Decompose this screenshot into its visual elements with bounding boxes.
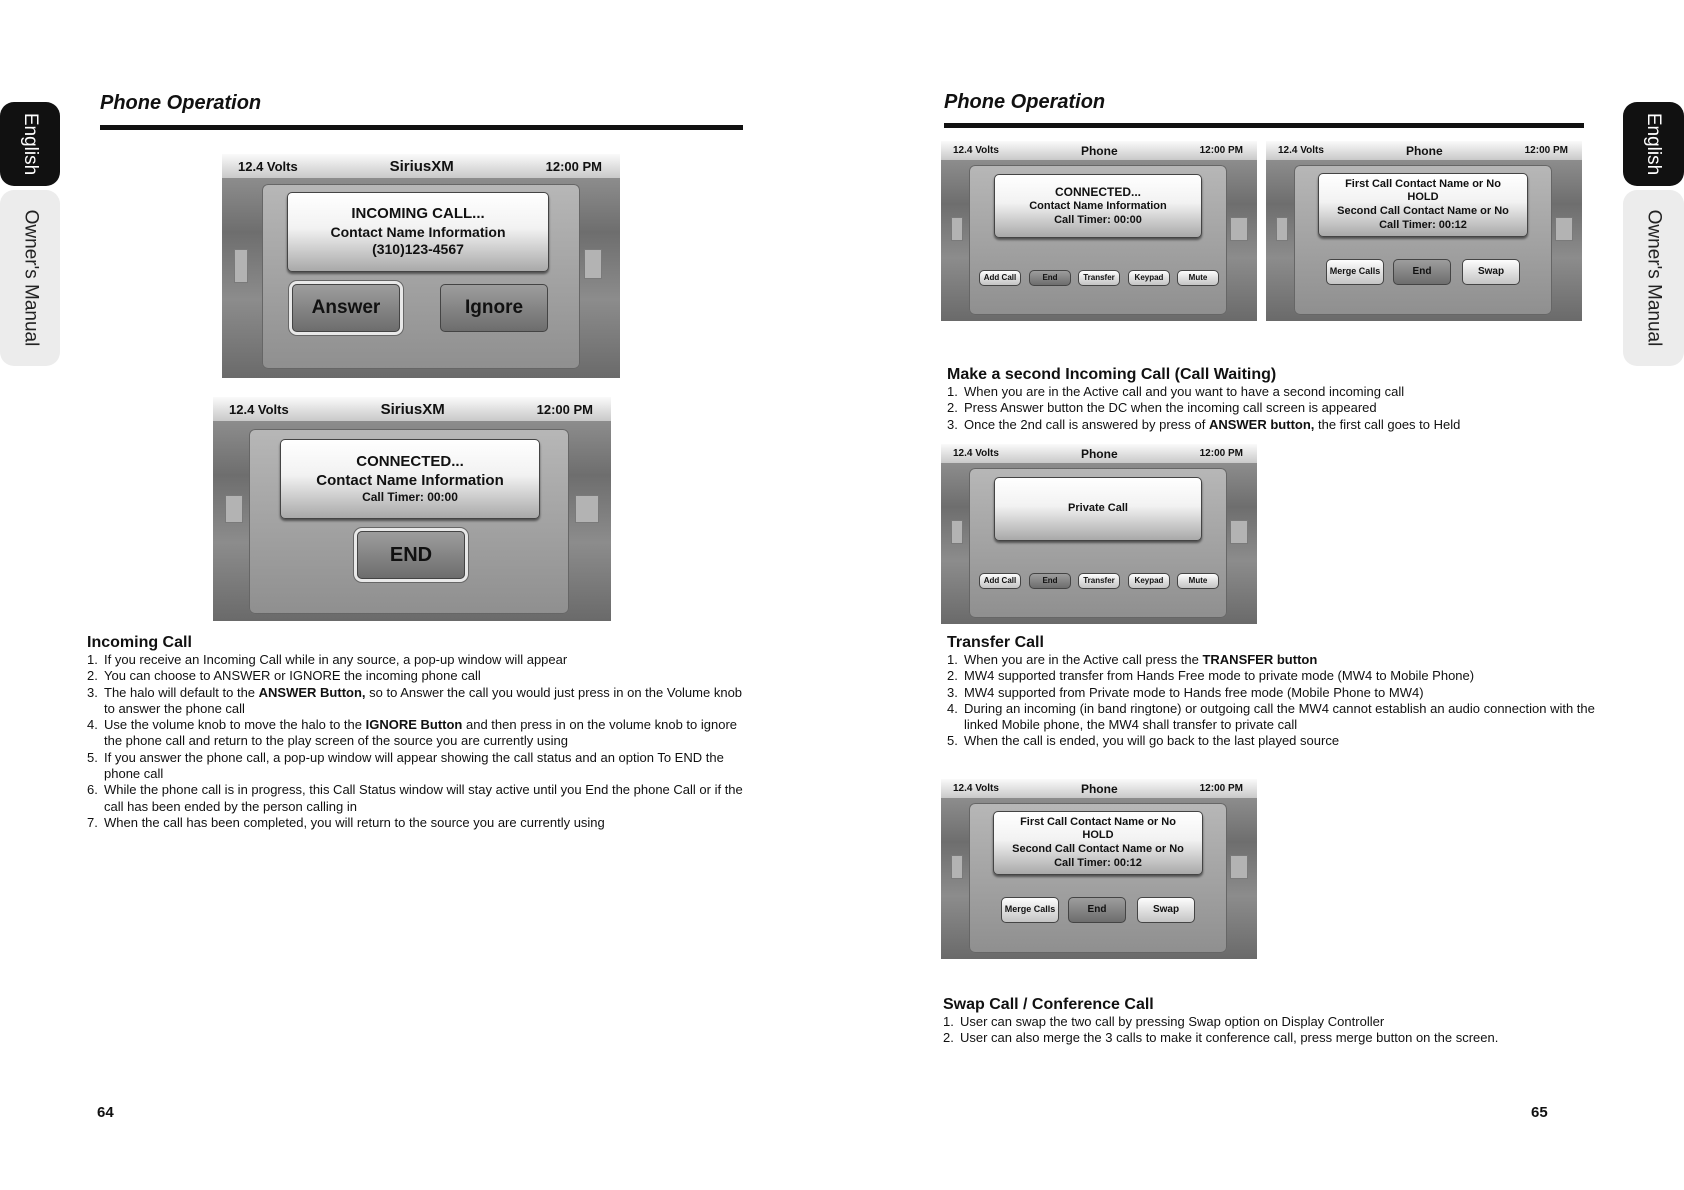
list-item: 5. When the call is ended, you will go back to the last played source — [947, 733, 1340, 749]
list-item: 1. When you are in the Active call and you want to have a second incoming call — [947, 384, 1405, 399]
list-item: 2. User can also merge the 3 calls to make it conference call, press merge button on the screen. — [943, 1030, 1499, 1046]
volts-readout: 12.4 Volts — [229, 401, 289, 417]
call-timer: Call Timer: 00:00 — [1054, 213, 1142, 226]
list-item: 1. If you receive an Incoming Call while in any source, a pop-up window will appear — [87, 652, 568, 667]
list-item: 1. User can swap the two call by pressing Swap option on Display Controller — [943, 1014, 1385, 1029]
english-tab-right[interactable]: English — [1623, 102, 1684, 186]
clock: 12:00 PM — [545, 158, 602, 174]
hold-popup — [1318, 173, 1528, 237]
source-label: SiriusXM — [389, 157, 454, 175]
clock: 12:00 PM — [1199, 448, 1243, 459]
volts-readout: 12.4 Volts — [953, 145, 999, 156]
swap-button[interactable]: Swap — [1462, 259, 1520, 285]
list-item: 1. When you are in the Active call press the TRANSFER button — [947, 652, 1318, 667]
end-call-button[interactable]: END — [357, 531, 465, 579]
status-bar — [941, 141, 1257, 160]
list-item: 4. Use the volume knob to move the halo to the IGNORE Button and then press in on the volume knob to ignore the phone call and return to the play screen of the source you are currently using — [87, 717, 737, 749]
list-item: 3. Once the 2nd call is answered by press of ANSWER button, the first call goes to Held — [947, 416, 1461, 432]
connected-screen — [213, 397, 611, 621]
keypad-button[interactable]: Keypad — [1128, 270, 1170, 286]
status-bar — [941, 444, 1257, 463]
add-call-button[interactable]: Add Call — [979, 270, 1021, 286]
add-call-button[interactable]: Add Call — [979, 573, 1021, 589]
page-number-left: 64 — [97, 1104, 114, 1121]
header-rule-right — [944, 123, 1584, 128]
transfer-button[interactable]: Transfer — [1078, 270, 1120, 286]
phone-private-screen — [941, 444, 1257, 624]
swap-button[interactable]: Swap — [1137, 897, 1195, 923]
connected-popup — [994, 174, 1202, 238]
status-bar — [941, 779, 1257, 798]
end-button[interactable]: End — [1068, 897, 1126, 923]
swap-call-title: Swap Call / Conference Call — [943, 996, 1154, 1013]
hold-status: HOLD — [1407, 191, 1439, 204]
incoming-call-title: Incoming Call — [87, 634, 192, 651]
popup-status: INCOMING CALL... — [351, 205, 485, 223]
mute-button[interactable]: Mute — [1177, 573, 1219, 589]
first-call-contact: First Call Contact Name or No — [1020, 815, 1176, 828]
connected-popup — [280, 439, 540, 519]
hold-popup — [993, 811, 1203, 875]
call-waiting-title: Make a second Incoming Call (Call Waiting) — [947, 366, 1277, 383]
merge-calls-button[interactable]: Merge Calls — [1326, 259, 1384, 285]
second-call-contact: Second Call Contact Name or No — [1012, 843, 1184, 855]
popup-status: CONNECTED... — [356, 452, 464, 470]
end-button[interactable]: End — [1029, 573, 1071, 589]
phone-hold-screen-top — [1266, 141, 1582, 321]
contact-name: Contact Name Information — [316, 471, 504, 489]
status-bar — [213, 397, 611, 421]
contact-name: Contact Name Information — [330, 223, 506, 240]
owners-manual-tab-right[interactable]: Owner's Manual — [1623, 190, 1684, 366]
list-item: 3. MW4 supported from Private mode to Hands free mode (Mobile Phone to MW4) — [947, 684, 1424, 700]
keypad-button[interactable]: Keypad — [1128, 573, 1170, 589]
end-button[interactable]: End — [1029, 270, 1071, 286]
incoming-call-screen — [222, 154, 620, 378]
owners-manual-tab-left[interactable]: Owner's Manual — [0, 190, 60, 366]
merge-calls-button[interactable]: Merge Calls — [1001, 897, 1059, 923]
status-bar — [1266, 141, 1582, 160]
incoming-call-popup — [287, 192, 549, 272]
english-tab-left[interactable]: English — [0, 102, 60, 186]
end-button[interactable]: End — [1393, 259, 1451, 285]
source-label: Phone — [1080, 143, 1118, 158]
phone-hold-screen-bottom — [941, 779, 1257, 959]
clock: 12:00 PM — [1199, 145, 1243, 156]
source-label: Phone — [1080, 781, 1118, 796]
transfer-call-steps — [947, 652, 1597, 750]
list-item: 2. Press Answer button the DC when the incoming call screen is appeared — [947, 400, 1377, 416]
volts-readout: 12.4 Volts — [953, 448, 999, 459]
list-item: 2. MW4 supported transfer from Hands Free mode to private mode (MW4 to Mobile Phone) — [947, 668, 1475, 684]
phone-number: (310)123-4567 — [372, 241, 464, 258]
list-item: 2. You can choose to ANSWER or IGNORE the incoming phone call — [87, 668, 481, 684]
popup-status: CONNECTED... — [1054, 184, 1141, 199]
call-timer: Call Timer: 00:00 — [362, 490, 458, 505]
incoming-call-steps — [87, 652, 752, 831]
swap-call-steps — [943, 1014, 1603, 1047]
list-item: 5. If you answer the phone call, a pop-up window will appear showing the call status and an option To END the phone call — [87, 749, 724, 782]
clock: 12:00 PM — [1199, 783, 1243, 794]
list-item: 4. During an incoming (in band ringtone) or outgoing call the MW4 cannot establish an audio connection with the linked Mobile phone, the MW4 shall transfer to private call — [947, 700, 1595, 733]
mute-button[interactable]: Mute — [1177, 270, 1219, 286]
source-label: Phone — [1405, 143, 1443, 158]
volts-readout: 12.4 Volts — [238, 158, 298, 174]
header-rule-left — [100, 125, 743, 130]
answer-button[interactable]: Answer — [292, 284, 400, 332]
page-title-right: Phone Operation — [944, 91, 1106, 113]
hold-status: HOLD — [1082, 829, 1114, 842]
transfer-call-title: Transfer Call — [947, 634, 1044, 651]
page-title-left: Phone Operation — [100, 92, 262, 114]
contact-name: Contact Name Information — [1029, 199, 1167, 212]
volts-readout: 12.4 Volts — [953, 783, 999, 794]
private-call-popup — [994, 477, 1202, 541]
list-item: 7. When the call has been completed, you will return to the source you are currently using — [87, 814, 605, 830]
status-bar — [222, 154, 620, 178]
clock: 12:00 PM — [1524, 145, 1568, 156]
page-number-right: 65 — [1531, 1104, 1548, 1121]
ignore-button[interactable]: Ignore — [440, 284, 548, 332]
phone-connected-screen — [941, 141, 1257, 321]
list-item: 6. While the phone call is in progress, this Call Status window will stay active until you End the phone Call or if the call has been ended by the person calling in — [87, 782, 743, 814]
source-label: SiriusXM — [380, 400, 445, 418]
call-timer: Call Timer: 00:12 — [1054, 856, 1142, 869]
clock: 12:00 PM — [536, 401, 593, 417]
call-timer: Call Timer: 00:12 — [1379, 218, 1467, 231]
source-label: Phone — [1080, 446, 1118, 461]
transfer-button[interactable]: Transfer — [1078, 573, 1120, 589]
second-call-contact: Second Call Contact Name or No — [1337, 205, 1509, 217]
volts-readout: 12.4 Volts — [1278, 145, 1324, 156]
first-call-contact: First Call Contact Name or No — [1345, 177, 1501, 190]
call-waiting-steps — [947, 384, 1597, 433]
popup-status: Private Call — [1068, 502, 1128, 515]
list-item: 3. The halo will default to the ANSWER Button, so to Answer the call you would just press in on the Volume knob to answer the phone call — [87, 684, 743, 716]
